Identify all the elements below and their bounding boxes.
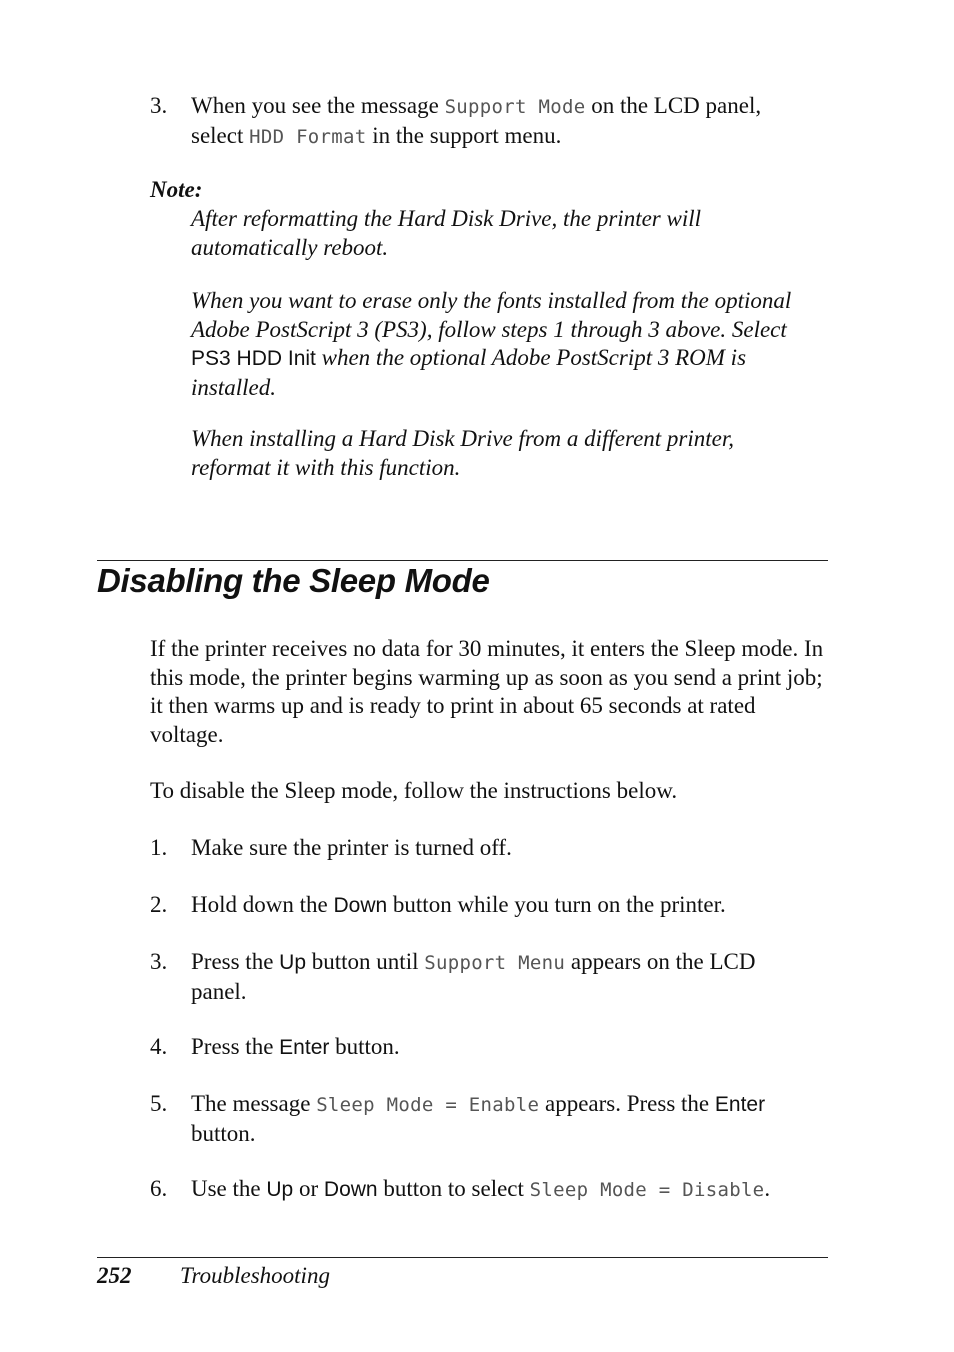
step-3-support-mode xyxy=(191,92,851,151)
step-text: button until xyxy=(306,949,425,974)
step-text: button. xyxy=(329,1034,400,1059)
step-text: Press the xyxy=(191,1034,280,1059)
step-5 xyxy=(191,1090,851,1148)
footer-section-title: Troubleshooting xyxy=(180,1263,330,1288)
menu-item-name: PS3 HDD Init xyxy=(191,347,316,370)
instructions-intro: To disable the Sleep mode, follow the instructions below. xyxy=(150,778,678,803)
step-text: panel. xyxy=(191,978,247,1004)
step-number: 1. xyxy=(150,835,168,860)
step-text: Press the xyxy=(191,949,280,974)
page-number: 252 xyxy=(97,1263,132,1288)
step-text: Use the xyxy=(191,1176,267,1201)
step-1: Make sure the printer is turned off. xyxy=(191,835,512,860)
step-number: 3. xyxy=(150,949,168,974)
intro-paragraph: If the printer receives no data for 30 minutes, it enters the Sleep mode. In this mode, the printer begins warming up as soon as you send a print job; it then warms up and is ready to print in about 65 seconds at rated voltage. xyxy=(150,636,824,747)
note-text: When you want to erase only the fonts installed from the optional Adobe PostScript 3 (PS3), follow steps 1 through 3 above. Select xyxy=(191,288,792,342)
step-text: or xyxy=(293,1176,324,1201)
note-paragraph-1: After reformatting the Hard Disk Drive, the printer will automatically reboot. xyxy=(191,206,701,260)
button-name-enter: Enter xyxy=(714,1093,766,1116)
step-text: button to select xyxy=(377,1176,530,1201)
step-text: on the LCD panel, xyxy=(585,93,762,118)
button-name-enter: Enter xyxy=(279,1036,330,1059)
step-number: 4. xyxy=(150,1034,168,1059)
lcd-message: Support Menu xyxy=(424,952,566,974)
footer-rule xyxy=(97,1257,828,1258)
step-text: select xyxy=(191,122,250,148)
step-number: 6. xyxy=(150,1176,168,1201)
step-text: in the support menu. xyxy=(366,122,562,148)
step-number: 3. xyxy=(150,93,168,118)
button-name-up: Up xyxy=(279,951,307,974)
lcd-message: Sleep Mode = Disable xyxy=(529,1179,765,1201)
step-text: appears on the LCD xyxy=(565,949,756,974)
button-name-up: Up xyxy=(266,1178,294,1201)
lcd-message: Sleep Mode = Enable xyxy=(316,1094,540,1116)
step-2 xyxy=(191,891,851,921)
lcd-message: HDD Format xyxy=(249,125,367,148)
step-text: button while you turn on the printer. xyxy=(387,892,726,917)
note-label: Note: xyxy=(150,177,203,202)
step-text: Hold down the xyxy=(191,892,334,917)
step-text: button. xyxy=(191,1120,256,1146)
heading-rule xyxy=(97,560,828,561)
step-4 xyxy=(191,1033,831,1063)
note-text: when the optional Adobe PostScript 3 ROM is installed. xyxy=(191,345,747,400)
note-paragraph-2 xyxy=(191,287,831,402)
button-name-down: Down xyxy=(333,894,388,917)
step-3 xyxy=(191,948,851,1006)
section-heading: Disabling the Sleep Mode xyxy=(97,562,490,599)
button-name-down: Down xyxy=(323,1178,378,1201)
step-6 xyxy=(191,1175,891,1205)
note-paragraph-3: When installing a Hard Disk Drive from a different printer, reformat it with this function. xyxy=(191,426,735,480)
step-text: appears. Press the xyxy=(539,1091,715,1116)
lcd-message: Support Mode xyxy=(444,96,586,118)
step-text: The message xyxy=(191,1091,317,1116)
step-number: 2. xyxy=(150,892,168,917)
step-text: When you see the message xyxy=(191,93,445,118)
step-text: . xyxy=(764,1176,771,1201)
step-number: 5. xyxy=(150,1091,168,1116)
